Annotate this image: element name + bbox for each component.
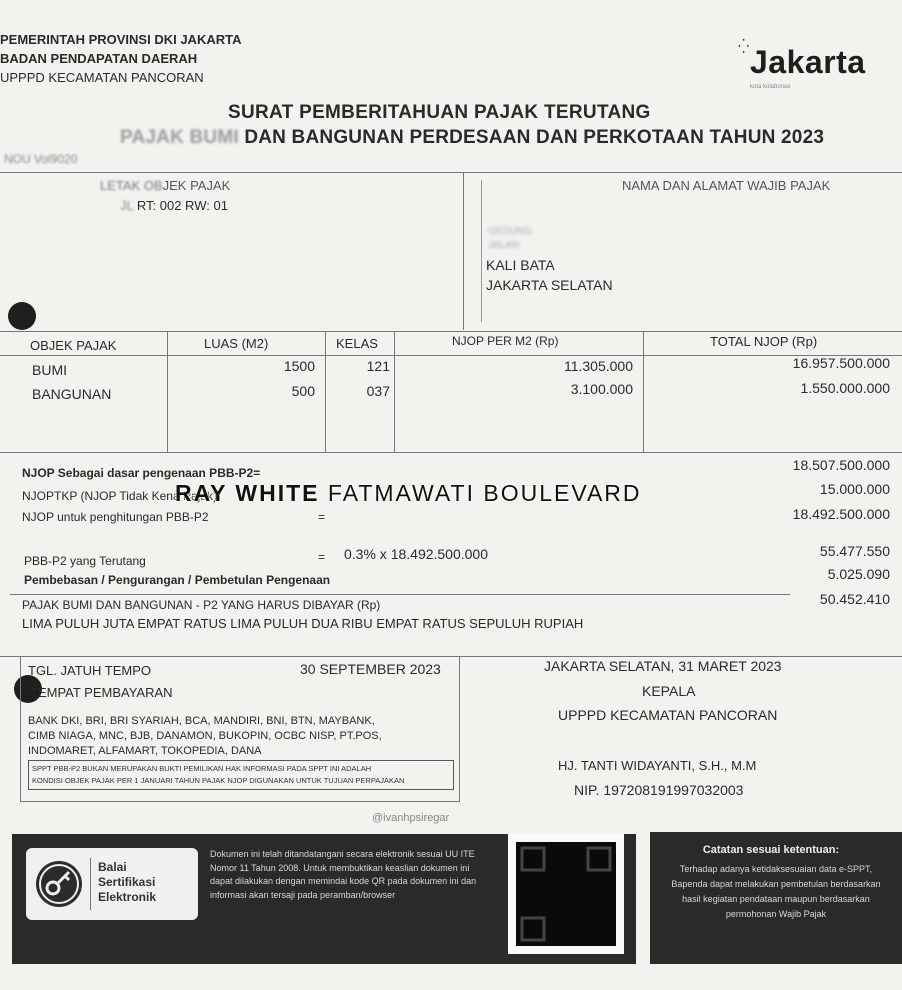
divider (463, 172, 464, 330)
catatan-panel (650, 832, 902, 964)
table-border (167, 331, 168, 452)
qr-code[interactable] (508, 834, 624, 954)
jatuh-tempo-label: TGL. JATUH TEMPO (28, 663, 152, 678)
punch-hole (8, 302, 36, 330)
watermark (175, 480, 642, 507)
jatuh-tempo-value: 30 SEPTEMBER 2023 (300, 661, 441, 677)
catatan-text: Terhadap adanya ketidaksesuaian data e-SPPT, Bapenda dapat melakukan pembetulan berdasarkan hasil kegiatan pendataan maupun berdasarkan permohonan Wajib Pajak (671, 864, 881, 919)
row-kelas: 037 (366, 383, 390, 399)
agency-header (0, 30, 241, 87)
row-kelas: 121 (366, 358, 390, 374)
agency-line-3: UPPPD KECAMATAN PANCORAN (0, 70, 204, 85)
col-header: OBJEK PAJAK (30, 338, 117, 353)
nop-number: NOU Vol9020 (4, 152, 78, 166)
divider (10, 594, 790, 595)
jakarta-logo (738, 38, 888, 98)
pbb-formula: 0.3% x 18.492.500.000 (344, 546, 489, 562)
sign-place-date: JAKARTA SELATAN, 31 MARET 2023 (544, 658, 782, 674)
pbb-terutang-value: 55.477.550 (819, 543, 890, 559)
njop-dasar-label: NJOP Sebagai dasar pengenaan PBB-P2= (22, 466, 261, 480)
tempat-pembayaran-label: TEMPAT PEMBAYARAN (30, 685, 173, 700)
sign-name: HJ. TANTI WIDAYANTI, S.H., M.M (558, 758, 757, 773)
col-header: TOTAL NJOP (Rp) (710, 334, 818, 349)
njop-dasar-value: 18.507.500.000 (792, 457, 890, 473)
sppt-note-line: KONDISI OBJEK PAJAK PER 1 JANUARI TAHUN PAJAK NJOP DIGUNAKAN UNTUK TUJUAN PERPAJAKAN (32, 776, 405, 785)
row-objek: BUMI (32, 362, 67, 378)
document-subtitle (120, 127, 824, 149)
njoptkp-value: 15.000.000 (819, 481, 890, 497)
pbb-eq: = (318, 550, 326, 564)
divider (0, 656, 902, 657)
bank-list-line: INDOMARET, ALFAMART, TOKOPEDIA, DANA (28, 745, 262, 757)
row-objek: BANGUNAN (32, 386, 112, 402)
agency-line-1: PEMERINTAH PROVINSI DKI JAKARTA (0, 32, 242, 47)
row-total: 1.550.000.000 (800, 380, 890, 396)
letak-rt-rw: JL RT: 002 RW: 01 (120, 198, 228, 213)
sign-office: UPPPD KECAMATAN PANCORAN (558, 707, 778, 723)
divider (459, 656, 460, 802)
wajib-blurred-name: GEDUNG (488, 226, 532, 237)
row-njop-m2: 3.100.000 (570, 381, 633, 397)
logo-subtitle: kota kolaborasi (750, 84, 791, 90)
wajib-kota: JAKARTA SELATAN (486, 277, 613, 293)
harus-dibayar-value: 50.452.410 (819, 591, 890, 607)
col-header: KELAS (336, 336, 378, 351)
wajib-kelurahan: KALI BATA (486, 257, 555, 273)
esign-panel (12, 834, 636, 964)
njop-hitung-value: 18.492.500.000 (792, 506, 890, 522)
njop-hitung-eq: = (318, 510, 326, 524)
table-border (0, 331, 902, 332)
bank-list-line: CIMB NIAGA, MNC, BJB, DANAMON, BUKOPIN, OCBC NISP, PT.POS, (28, 730, 382, 742)
pembebasan-label: Pembebasan / Pengurangan / Pembetulan Pengenaan (24, 573, 331, 587)
table-border (0, 452, 902, 453)
letak-label: LETAK OBJEK PAJAK (100, 178, 231, 193)
divider (20, 656, 21, 802)
esign-statement: Dokumen ini telah ditandatangani secara elektronik sesuai UU ITE Nomor 11 Tahun 2008. Untuk membuktikan keaslian dokumen ini dapat dilakukan dengan memindai kode QR pada dokumen ini dan informasi akan tersaji pada peramban/browser (210, 849, 477, 900)
wajib-blurred-address: JALAN (488, 240, 520, 251)
pbb-terutang-label: PBB-P2 yang Terutang (24, 554, 146, 568)
bsre-line: Elektronik (98, 890, 157, 904)
table-border (643, 331, 644, 452)
table-border (394, 331, 395, 452)
harus-dibayar-label: PAJAK BUMI DAN BANGUNAN - P2 YANG HARUS DIBAYAR (Rp) (22, 598, 381, 612)
sign-title: KEPALA (642, 683, 696, 699)
njop-hitung-label: NJOP untuk penghitungan PBB-P2 (22, 510, 209, 524)
watermark-normal: FATMAWATI BOULEVARD (327, 480, 642, 506)
logo-wordmark: Jakarta (750, 44, 866, 80)
terbilang-text: LIMA PULUH JUTA EMPAT RATUS LIMA PULUH DUA RIBU EMPAT RATUS SEPULUH RUPIAH (22, 616, 584, 631)
bsre-key-icon (36, 861, 82, 907)
agency-line-2: BADAN PENDAPATAN DAERAH (0, 51, 198, 66)
watermark-bold: RAY WHITE (175, 480, 320, 506)
logo-dots-icon: ⁛ (738, 38, 748, 54)
divider (0, 172, 902, 173)
sign-nip: NIP. 197208191997032003 (574, 782, 744, 798)
wajib-pajak-label: NAMA DAN ALAMAT WAJIB PAJAK (622, 178, 831, 193)
subtitle-text: DAN BANGUNAN PERDESAAN DAN PERKOTAAN TAHUN 2023 (244, 127, 825, 148)
bank-list-line: BANK DKI, BRI, BRI SYARIAH, BCA, MANDIRI, BNI, BTN, MAYBANK, (28, 715, 375, 727)
catatan-title: Catatan sesuai ketentuan: (702, 844, 840, 856)
pembebasan-value: 5.025.090 (827, 566, 890, 582)
subtitle-prefix-blurred: PAJAK BUMI (120, 127, 239, 148)
bsre-line: Balai (98, 860, 127, 874)
row-njop-m2: 11.305.000 (563, 358, 633, 374)
bsre-line: Sertifikasi (98, 875, 156, 889)
col-header: NJOP PER M2 (Rp) (452, 334, 559, 348)
divider (20, 801, 460, 802)
row-luas: 500 (291, 383, 315, 399)
bsre-badge (26, 848, 198, 920)
table-border (325, 331, 326, 452)
bank-list (28, 714, 382, 759)
bsre-text (98, 860, 156, 905)
njoptkp-label: NJOPTKP (NJOP Tidak Kena Pajak) (22, 489, 217, 503)
row-luas: 1500 (283, 358, 315, 374)
divider (90, 858, 91, 910)
document-title: SURAT PEMBERITAHUAN PAJAK TERUTANG (228, 102, 651, 123)
row-total: 16.957.500.000 (792, 355, 890, 371)
divider (481, 180, 482, 322)
sppt-note-line: SPPT PBB-P2 BUKAN MERUPAKAN BUKTI PEMILIKAN HAK INFORMASI PADA SPPT INI ADALAH (32, 764, 372, 773)
sppt-note (28, 760, 454, 790)
col-header: LUAS (M2) (204, 336, 269, 351)
instagram-handle: @ivanhpsiregar (372, 812, 450, 824)
